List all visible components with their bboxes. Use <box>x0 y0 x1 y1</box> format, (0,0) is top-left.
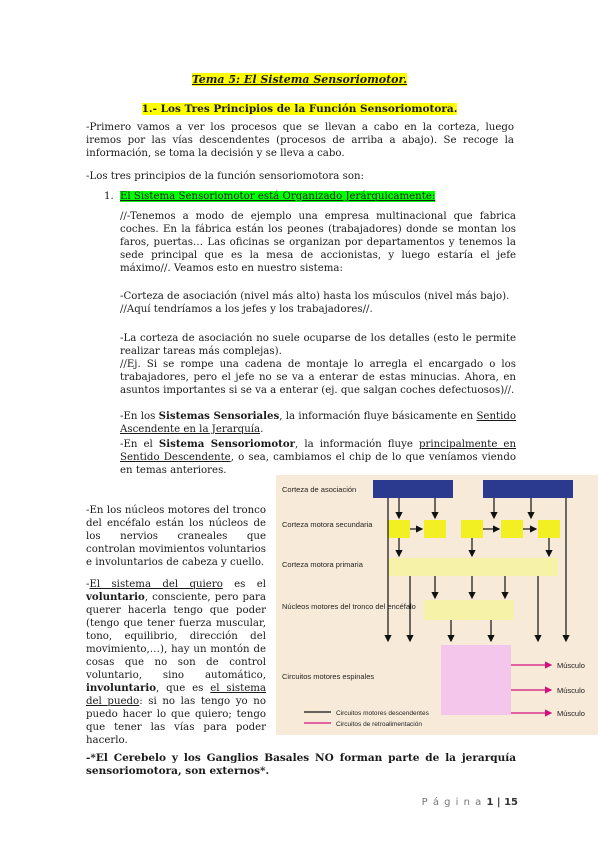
sensory-flow-paragraph: -En los Sistemas Sensoriales, la información fluye básicamente en Sentido Ascendente en la Jerarquía. <box>120 410 517 435</box>
legend-descending: Circuitos motores descendentes <box>336 710 429 717</box>
page-total: 15 <box>504 797 518 808</box>
sensorimotor-flow-paragraph: -En el Sistema Sensoriomotor, la información fluye principalmente en Sentido Descendente, o sea, cambiamos el chip de lo que veníamos viendo en temas anteriores. <box>120 438 517 476</box>
spinal-circuits-block <box>441 645 511 715</box>
want-system-paragraph: -El sistema del quiero es el voluntario, consciente, pero para querer hacerla tengo que poder (tengo que tener fuerza muscular, tono, equilibrio, dirección del movimiento,…), hay un montón de cosas que no son de control voluntario, sino automático, involuntario, que es el sistema del puedo: si no las tengo yo no puedo hacer lo que quiero; tengo que tener las vías para poder hacerlo. <box>86 579 266 746</box>
intro-paragraph: -Primero vamos a ver los procesos que se llevan a cabo en la corteza, luego iremos por las vías descendentes (procesos de arriba a abajo). Se recoge la información, se toma la decisión y se lleva a cabo. <box>86 122 514 159</box>
label-muscle-1: Músculo <box>557 661 585 670</box>
principles-intro: -Los tres principios de la función sensoriomotora son: <box>86 171 364 182</box>
hierarchy-example: //Aquí tendríamos a los jefes y los trabajadores//. <box>120 304 373 315</box>
association-example: //Ej. Si se rompe una cadena de montaje lo arregla el encargado o los trabajadores, pero el jefe no se va a enterar de estas minucias. Ahora, en asuntos importantes si se va a enterar (ej. que salgan coches defectuosos)//. <box>120 359 516 396</box>
final-note: -*El Cerebelo y los Ganglios Basales NO forman parte de la jerarquía sensoriomotora, son externos*. <box>86 752 516 777</box>
principle-heading: El Sistema Sensoriomotor está Organizado Jerárquicamente: <box>120 191 436 202</box>
brainstem-bar <box>424 600 514 620</box>
association-cortex-block-left <box>373 480 453 498</box>
primary-motor-bar <box>388 558 558 576</box>
label-muscle-2: Músculo <box>557 686 585 695</box>
page-title: Tema 5: El Sistema Sensoriomotor. <box>191 73 408 86</box>
label-spinal-circuits: Circuitos motores espinales <box>282 672 375 681</box>
legend-feedback: Circuitos de retroalimentación <box>336 721 422 728</box>
association-paragraph: -La corteza de asociación no suele ocuparse de los detalles (esto le permite realizar tareas más complejas). <box>120 333 516 357</box>
brainstem-paragraph: -En los núcleos motores del tronco del encéfalo están los núcleos de los nervios craneales que controlan movimientos voluntarios e involuntarios de cabeza y cuello. <box>86 505 266 568</box>
section-heading: 1.- Los Tres Principios de la Función Sensoriomotora. <box>141 103 458 115</box>
page-footer: P á g i n a 1 | 15 <box>421 797 518 808</box>
label-muscle-3: Músculo <box>557 709 585 718</box>
example-paragraph: //-Tenemos a modo de ejemplo una empresa multinacional que fabrica coches. En la fábrica están los peones (trabajadores) donde se montan los faros, puertas… Las oficinas se organizan por departamentos y tenemos la sede principal que es la mesa de accionistas, y luego estaría el jefe máximo//. Veamos esto en nuestro sistema: <box>120 211 516 274</box>
label-brainstem-nuclei: Núcleos motores del tronco del encéfalo <box>282 602 416 611</box>
page-number: 1 <box>486 797 494 808</box>
hierarchy-paragraph: -Corteza de asociación (nivel más alto) hasta los músculos (nivel más bajo). <box>120 291 510 302</box>
label-association-cortex: Corteza de asociación <box>282 485 357 494</box>
sensorimotor-hierarchy-diagram <box>276 475 598 735</box>
association-cortex-block-right <box>483 480 573 498</box>
label-secondary-motor-cortex: Corteza motora secundaria <box>282 520 373 529</box>
label-primary-motor-cortex: Corteza motora primaria <box>282 560 363 569</box>
principle-number: 1. <box>104 191 114 202</box>
